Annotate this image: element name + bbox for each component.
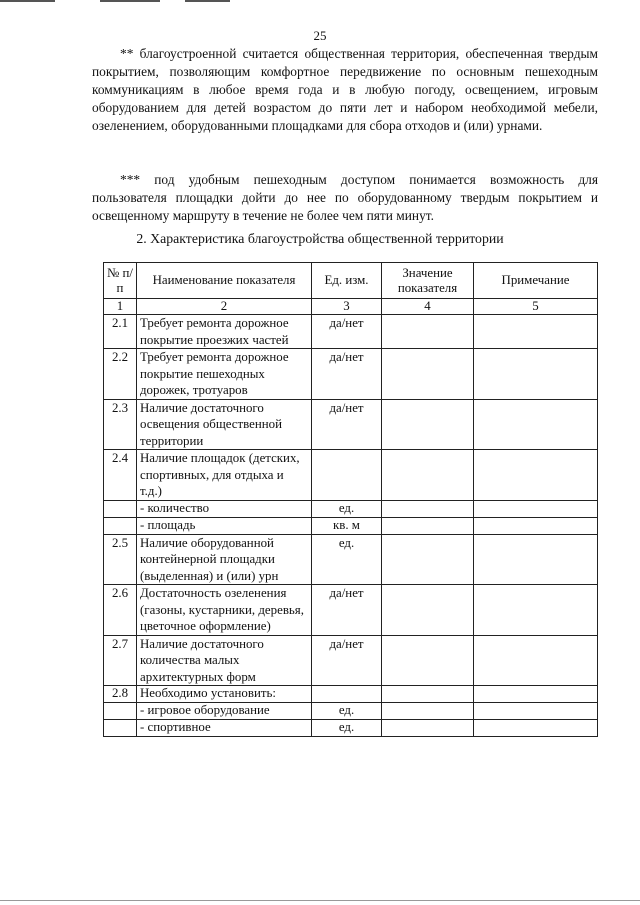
table-row <box>104 534 598 585</box>
row-value-cell <box>382 635 474 686</box>
row-number: 2.6 <box>104 585 137 636</box>
row-number: 2.1 <box>104 315 137 349</box>
row-note-cell <box>474 534 598 585</box>
scan-edge-line <box>100 0 160 2</box>
row-value-cell <box>382 315 474 349</box>
row-unit <box>312 686 382 703</box>
row-note-cell <box>474 315 598 349</box>
row-note-cell <box>474 349 598 400</box>
row-value-cell <box>382 534 474 585</box>
row-indicator-name: - спортивное <box>137 720 312 737</box>
table-subrow <box>104 703 598 720</box>
row-number: 2.5 <box>104 534 137 585</box>
row-number: 2.2 <box>104 349 137 400</box>
row-indicator-name: Необходимо установить: <box>137 686 312 703</box>
footnote-pedestrian-access-definition: *** под удобным пешеходным доступом понимается возможность для пользователя площадки дойти до нее по оборудованному твердым покрытием и освещенному маршруту в течение не более чем пяти минут. <box>92 172 598 223</box>
row-number <box>104 500 137 517</box>
section-title: 2. Характеристика благоустройства общественной территории <box>136 231 504 246</box>
row-value-cell <box>382 349 474 400</box>
row-unit: да/нет <box>312 399 382 450</box>
column-number: 1 <box>104 299 137 315</box>
table-subrow <box>104 720 598 737</box>
row-value-cell <box>382 399 474 450</box>
row-indicator-name: - площадь <box>137 517 312 534</box>
row-value-cell <box>382 720 474 737</box>
table-row <box>104 315 598 349</box>
row-value-cell <box>382 450 474 501</box>
header-cell-number: № п/п <box>104 263 137 299</box>
row-note-cell <box>474 635 598 686</box>
row-number <box>104 703 137 720</box>
row-indicator-name: Наличие площадок (детских, спортивных, для отдыха и т.д.) <box>137 450 312 501</box>
row-unit: кв. м <box>312 517 382 534</box>
row-unit: ед. <box>312 703 382 720</box>
row-unit: ед. <box>312 534 382 585</box>
row-number: 2.7 <box>104 635 137 686</box>
row-note-cell <box>474 450 598 501</box>
page-number: 25 <box>313 28 327 43</box>
row-note-cell <box>474 720 598 737</box>
row-unit: да/нет <box>312 349 382 400</box>
row-unit <box>312 450 382 501</box>
row-note-cell <box>474 500 598 517</box>
row-value-cell <box>382 703 474 720</box>
table-row <box>104 450 598 501</box>
row-indicator-name: Требует ремонта дорожное покрытие пешеходных дорожек, тротуаров <box>137 349 312 400</box>
row-indicator-name: - игровое оборудование <box>137 703 312 720</box>
row-value-cell <box>382 686 474 703</box>
row-note-cell <box>474 399 598 450</box>
column-number: 2 <box>137 299 312 315</box>
header-cell-value: Значение показателя <box>382 263 474 299</box>
row-number <box>104 720 137 737</box>
scan-bottom-line <box>0 900 640 901</box>
row-number: 2.4 <box>104 450 137 501</box>
row-indicator-name: - количество <box>137 500 312 517</box>
scan-edge-line <box>0 0 55 2</box>
header-cell-note: Примечание <box>474 263 598 299</box>
row-indicator-name: Требует ремонта дорожное покрытие проезжих частей <box>137 315 312 349</box>
row-value-cell <box>382 585 474 636</box>
row-note-cell <box>474 517 598 534</box>
table-row <box>104 349 598 400</box>
table-subrow <box>104 500 598 517</box>
footnote-landscaped-definition: ** благоустроенной считается общественная территория, обеспеченная твердым покрытием, позволяющим комфортное передвижение по основным пешеходным коммуникациям в любое время года и в любую погоду, освещением, игровым оборудованием для детей возрастом до пяти лет и набором необходимой мебели, озеленением, оборудованными площадками для сбора отходов и (или) урнами. <box>92 46 598 133</box>
characteristics-table <box>103 262 598 737</box>
row-number: 2.3 <box>104 399 137 450</box>
table-row <box>104 686 598 703</box>
row-note-cell <box>474 686 598 703</box>
row-unit: ед. <box>312 500 382 517</box>
scan-edge-line <box>185 0 230 2</box>
table-header-row <box>104 263 598 299</box>
column-number: 3 <box>312 299 382 315</box>
row-indicator-name: Наличие оборудованной контейнерной площадки (выделенная) и (или) урн <box>137 534 312 585</box>
row-unit: ед. <box>312 720 382 737</box>
table-subrow <box>104 517 598 534</box>
row-unit: да/нет <box>312 585 382 636</box>
table-row <box>104 399 598 450</box>
row-indicator-name: Достаточность озеленения (газоны, кустарники, деревья, цветочное оформление) <box>137 585 312 636</box>
column-number: 5 <box>474 299 598 315</box>
column-number: 4 <box>382 299 474 315</box>
row-indicator-name: Наличие достаточного освещения общественной территории <box>137 399 312 450</box>
row-number <box>104 517 137 534</box>
row-note-cell <box>474 703 598 720</box>
row-number: 2.8 <box>104 686 137 703</box>
row-indicator-name: Наличие достаточного количества малых архитектурных форм <box>137 635 312 686</box>
header-cell-unit: Ед. изм. <box>312 263 382 299</box>
row-unit: да/нет <box>312 315 382 349</box>
column-number-row <box>104 299 598 315</box>
table-row <box>104 585 598 636</box>
table-row <box>104 635 598 686</box>
header-cell-indicator-name: Наименование показателя <box>137 263 312 299</box>
row-unit: да/нет <box>312 635 382 686</box>
row-note-cell <box>474 585 598 636</box>
row-value-cell <box>382 517 474 534</box>
row-value-cell <box>382 500 474 517</box>
